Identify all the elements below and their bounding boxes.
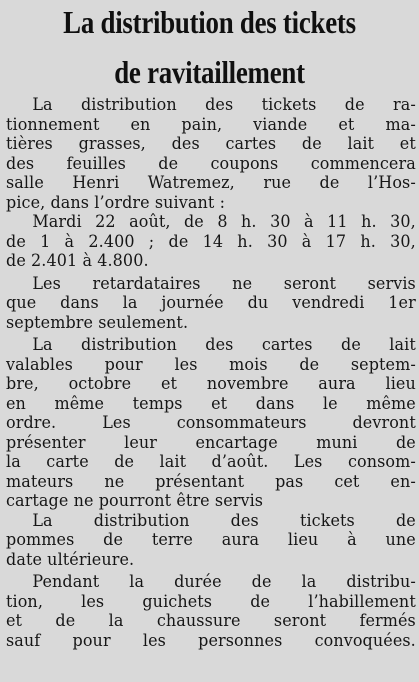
text-line: Les retardataires ne seront servis — [32, 273, 416, 294]
text-line: tières grasses, des cartes de lait et — [6, 134, 416, 154]
text-line: septembre seulement. — [6, 312, 189, 333]
paragraph-3 — [6, 275, 416, 334]
text-line: date ultérieure. — [6, 549, 135, 570]
text-line: en même temps et dans le même — [6, 393, 416, 414]
text-line: la carte de lait d’août. Les consom- — [6, 452, 416, 472]
text-line: La distribution des cartes de lait — [32, 335, 416, 355]
headline-line-1: La distribution des tickets — [63, 4, 356, 40]
text-line: de 1 à 2.400 ; de 14 h. 30 à 17 h. 30, — [6, 231, 416, 252]
text-line: tion, les guichets de l’habillement — [6, 591, 416, 612]
text-line: présenter leur encartage muni de — [6, 432, 416, 453]
text-line: valables pour les mois de septem- — [6, 354, 416, 375]
text-line: que dans la journée du vendredi 1er — [6, 293, 416, 313]
text-line: des feuilles de coupons commencera — [6, 153, 416, 174]
text-line: cartage ne pourront être servis — [6, 491, 264, 511]
text-line: La distribution des tickets de ra- — [32, 95, 416, 115]
text-line: pice, dans l’ordre suivant : — [6, 192, 226, 213]
paragraph-2 — [6, 213, 416, 272]
article-body — [6, 96, 416, 651]
text-line: La distribution des tickets de — [32, 510, 416, 531]
headline-line-2: de ravitaillement — [114, 54, 305, 90]
text-line: de 2.401 à 4.800. — [6, 251, 149, 271]
text-line: tionnement en pain, viande et ma- — [6, 114, 416, 135]
paragraph-1 — [6, 96, 416, 213]
text-line: ordre. Les consommateurs devront — [6, 413, 416, 433]
paragraph-6 — [6, 573, 416, 651]
text-line: sauf pour les personnes convoquées. — [6, 630, 416, 651]
text-line: Pendant la durée de la distribu- — [32, 572, 416, 592]
text-line: bre, octobre et novembre aura lieu — [6, 374, 416, 394]
paragraph-4 — [6, 336, 416, 512]
text-line: et de la chaussure seront fermés — [6, 611, 416, 631]
paragraph-5 — [6, 512, 416, 571]
text-line: pommes de terre aura lieu à une — [6, 530, 416, 550]
text-line: mateurs ne présentant pas cet en- — [6, 471, 416, 492]
text-line: salle Henri Watremez, rue de l’Hos- — [6, 173, 416, 193]
text-line: Mardi 22 août, de 8 h. 30 à 11 h. 30, — [32, 212, 416, 232]
